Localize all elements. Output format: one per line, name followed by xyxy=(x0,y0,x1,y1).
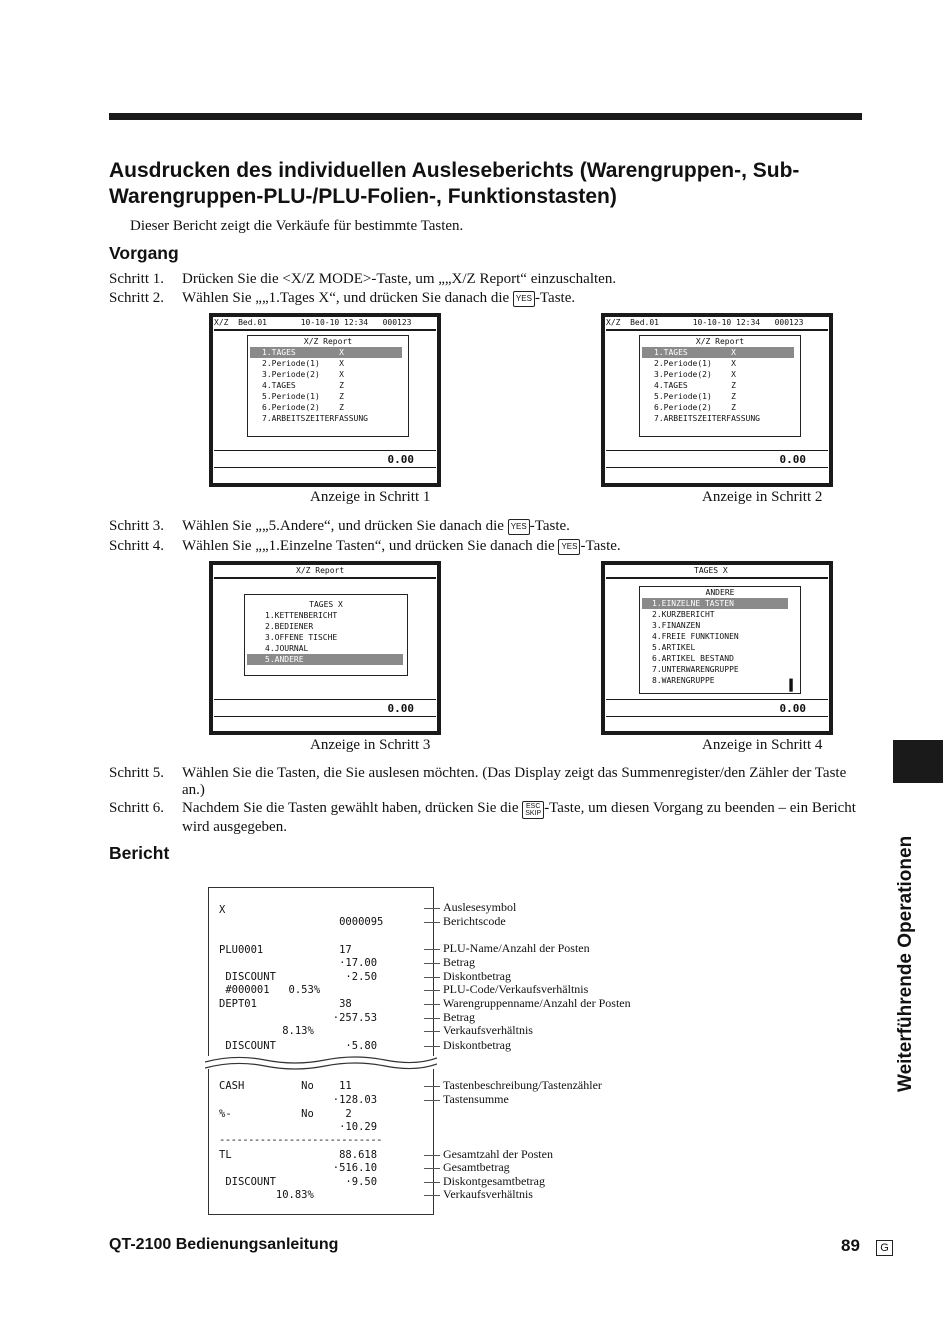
menu-item: 6.Periode(2) Z xyxy=(262,403,344,412)
receipt-line: 8.13% xyxy=(219,1025,314,1037)
menu-box xyxy=(639,586,801,694)
section-heading-bericht: Bericht xyxy=(109,843,170,863)
step-text-end: -Taste. xyxy=(580,538,621,554)
step-label: Schritt 3. xyxy=(109,518,164,534)
scroll-indicator-icon: ▌ xyxy=(789,679,796,692)
step-text-end: -Taste, um diesen Vorgang zu beenden – ein Bericht wird ausgegeben. xyxy=(182,800,856,835)
annotation-label: Diskontbetrag xyxy=(443,1038,511,1052)
receipt-line: ·516.10 xyxy=(219,1162,378,1174)
footer-manual-title: QT-2100 Bedienungsanleitung xyxy=(109,1236,339,1253)
step-label: Schritt 1. xyxy=(109,271,164,287)
menu-title: X/Z Report xyxy=(695,337,745,346)
receipt-line: #000001 0.53% xyxy=(219,984,321,996)
menu-title: ANDERE xyxy=(705,588,735,597)
menu-box xyxy=(244,594,408,676)
display-screen-step-1 xyxy=(209,313,441,487)
annotation-label: PLU-Name/Anzahl der Posten xyxy=(443,941,590,955)
receipt-line: 0000095 xyxy=(219,916,384,928)
leader-line xyxy=(424,990,440,991)
yes-key-icon: YES xyxy=(508,519,530,535)
step-text-end: -Taste. xyxy=(534,290,576,306)
leader-line xyxy=(424,963,440,964)
receipt-line: TL 88.618 xyxy=(219,1149,378,1161)
menu-item: 3.FINANZEN xyxy=(652,621,701,630)
sample-receipt xyxy=(208,887,434,1215)
page-title: Ausdrucken des individuellen Ausleseberichts (Warengruppen-, Sub-Warengruppen-PLU-/PLU-Folien-, Funktionstasten) xyxy=(109,159,800,208)
leader-line xyxy=(424,1168,440,1169)
display-screen-step-3 xyxy=(209,561,441,735)
annotation-label: Verkaufsverhältnis xyxy=(443,1187,533,1201)
leader-line xyxy=(424,1155,440,1156)
step-text: Wählen Sie die Tasten, die Sie auslesen möchten. (Das Display zeigt das Summenregister/den Zähler der Taste an.) xyxy=(182,765,847,798)
receipt-line: ·257.53 xyxy=(219,1012,378,1024)
menu-item: 7.ARBEITSZEITERFASSUNG xyxy=(262,414,368,423)
leader-line xyxy=(424,908,440,909)
menu-item: 5.Periode(1) Z xyxy=(654,392,736,401)
screen-caption: Anzeige in Schritt 2 xyxy=(702,489,823,505)
yes-key-icon: YES xyxy=(513,291,535,307)
menu-item: 6.ARTIKEL BESTAND xyxy=(652,654,734,663)
menu-item-selected: 1.TAGES X xyxy=(250,347,402,358)
menu-item-selected: 1.EINZELNE TASTEN xyxy=(642,598,788,609)
amount-display: 0.00 xyxy=(606,699,828,717)
menu-title: TAGES X xyxy=(309,600,343,609)
chapter-tab-marker xyxy=(893,740,943,783)
menu-item: 6.Periode(2) Z xyxy=(654,403,736,412)
annotation-label: Betrag xyxy=(443,1010,475,1024)
menu-item: 4.FREIE FUNKTIONEN xyxy=(652,632,739,641)
leader-line xyxy=(424,977,440,978)
annotation-label: Warengruppenname/Anzahl der Posten xyxy=(443,996,631,1010)
language-mark: G xyxy=(876,1240,893,1256)
receipt-line: CASH No 11 xyxy=(219,1080,352,1092)
annotation-label: Gesamtbetrag xyxy=(443,1160,510,1174)
section-heading-vorgang: Vorgang xyxy=(109,243,179,263)
receipt-line: DEPT01 38 xyxy=(219,998,352,1010)
screen-header: X/Z Bed.01 10-10-10 12:34 000123 xyxy=(606,316,828,331)
menu-item: 2.KURZBERICHT xyxy=(652,610,715,619)
annotation-label: Tastensumme xyxy=(443,1092,509,1106)
annotation-label: PLU-Code/Verkaufsverhältnis xyxy=(443,982,589,996)
screen-header: X/Z Bed.01 10-10-10 12:34 000123 xyxy=(214,316,436,331)
intro-text: Dieser Bericht zeigt die Verkäufe für bestimmte Tasten. xyxy=(130,218,464,234)
step-text: Drücken Sie die <X/Z MODE>-Taste, um „„X/Z Report“ einzuschalten. xyxy=(182,271,617,287)
amount-display: 0.00 xyxy=(214,450,436,468)
receipt-line: PLU0001 17 xyxy=(219,944,352,956)
chapter-side-label: Weiterführende Operationen xyxy=(895,835,916,1092)
menu-box xyxy=(247,335,409,437)
step-text: Nachdem Sie die Tasten gewählt haben, drücken Sie die xyxy=(182,800,523,816)
leader-line xyxy=(424,1004,440,1005)
screen-header: X/Z Report xyxy=(214,564,436,579)
screen-caption: Anzeige in Schritt 3 xyxy=(310,737,431,753)
screen-caption: Anzeige in Schritt 1 xyxy=(310,489,431,505)
display-screen-step-2 xyxy=(601,313,833,487)
annotation-label: Auslesesymbol xyxy=(443,900,517,914)
annotation-label: Verkaufsverhältnis xyxy=(443,1023,533,1037)
menu-item: 3.Periode(2) X xyxy=(262,370,344,379)
step-text: Wählen Sie „„1.Tages X“, und drücken Sie danach die xyxy=(182,290,513,306)
esc-skip-key-icon: ESC SKIP xyxy=(522,801,544,819)
receipt-line: DISCOUNT ·5.80 xyxy=(219,1040,378,1052)
leader-line xyxy=(424,1182,440,1183)
menu-item: 3.Periode(2) X xyxy=(654,370,736,379)
amount-display: 0.00 xyxy=(214,699,436,717)
step-label: Schritt 4. xyxy=(109,538,164,554)
annotation-label: Betrag xyxy=(443,955,475,969)
yes-key-icon: YES xyxy=(558,539,580,555)
menu-box xyxy=(639,335,801,437)
receipt-line: DISCOUNT ·2.50 xyxy=(219,971,378,983)
annotation-label: Diskontbetrag xyxy=(443,969,511,983)
menu-item: 5.Periode(1) Z xyxy=(262,392,344,401)
menu-item: 2.Periode(1) X xyxy=(262,359,344,368)
amount-display: 0.00 xyxy=(606,450,828,468)
step-label: Schritt 6. xyxy=(109,800,164,816)
step-label: Schritt 2. xyxy=(109,290,164,306)
menu-item: 4.TAGES Z xyxy=(262,381,344,390)
leader-line xyxy=(424,922,440,923)
receipt-line: ·128.03 xyxy=(219,1094,378,1106)
menu-item: 2.Periode(1) X xyxy=(654,359,736,368)
receipt-line: X xyxy=(219,904,226,916)
menu-item-selected: 5.ANDERE xyxy=(247,654,403,665)
leader-line xyxy=(424,949,440,950)
menu-item: 7.ARBEITSZEITERFASSUNG xyxy=(654,414,760,423)
menu-item: 4.TAGES Z xyxy=(654,381,736,390)
menu-item-selected: 1.TAGES X xyxy=(642,347,794,358)
receipt-separator: ---------------------------- xyxy=(219,1134,383,1146)
menu-item: 3.OFFENE TISCHE xyxy=(265,633,338,642)
leader-line xyxy=(424,1086,440,1087)
menu-item: 8.WARENGRUPPE xyxy=(652,676,715,685)
step-text: Wählen Sie „„1.Einzelne Tasten“, und drücken Sie danach die xyxy=(182,538,559,554)
annotation-label: Berichtscode xyxy=(443,914,506,928)
receipt-line: ·17.00 xyxy=(219,957,378,969)
menu-item: 2.BEDIENER xyxy=(265,622,314,631)
leader-line xyxy=(424,1046,440,1047)
annotation-label: Gesamtzahl der Posten xyxy=(443,1147,553,1161)
step-text: Wählen Sie „„5.Andere“, und drücken Sie danach die xyxy=(182,518,508,534)
top-rule xyxy=(109,113,862,120)
menu-item: 4.JOURNAL xyxy=(265,644,309,653)
step-text-end: -Taste. xyxy=(529,518,570,534)
receipt-line: ·10.29 xyxy=(219,1121,378,1133)
page-number: 89 xyxy=(841,1236,860,1255)
annotation-label: Tastenbeschreibung/Tastenzähler xyxy=(443,1078,602,1092)
leader-line xyxy=(424,1100,440,1101)
menu-item: 7.UNTERWARENGRUPPE xyxy=(652,665,739,674)
receipt-line: %- No 2 xyxy=(219,1108,352,1120)
menu-title: X/Z Report xyxy=(303,337,353,346)
receipt-tear-break xyxy=(205,1052,437,1074)
annotation-label: Diskontgesamtbetrag xyxy=(443,1174,545,1188)
menu-item: 5.ARTIKEL xyxy=(652,643,696,652)
step-label: Schritt 5. xyxy=(109,765,164,781)
receipt-line: 10.83% xyxy=(219,1189,314,1201)
receipt-line: DISCOUNT ·9.50 xyxy=(219,1176,378,1188)
screen-caption: Anzeige in Schritt 4 xyxy=(702,737,823,753)
leader-line xyxy=(424,1195,440,1196)
screen-header: TAGES X xyxy=(606,564,828,579)
display-screen-step-4 xyxy=(601,561,833,735)
leader-line xyxy=(424,1031,440,1032)
menu-item: 1.KETTENBERICHT xyxy=(265,611,338,620)
leader-line xyxy=(424,1018,440,1019)
